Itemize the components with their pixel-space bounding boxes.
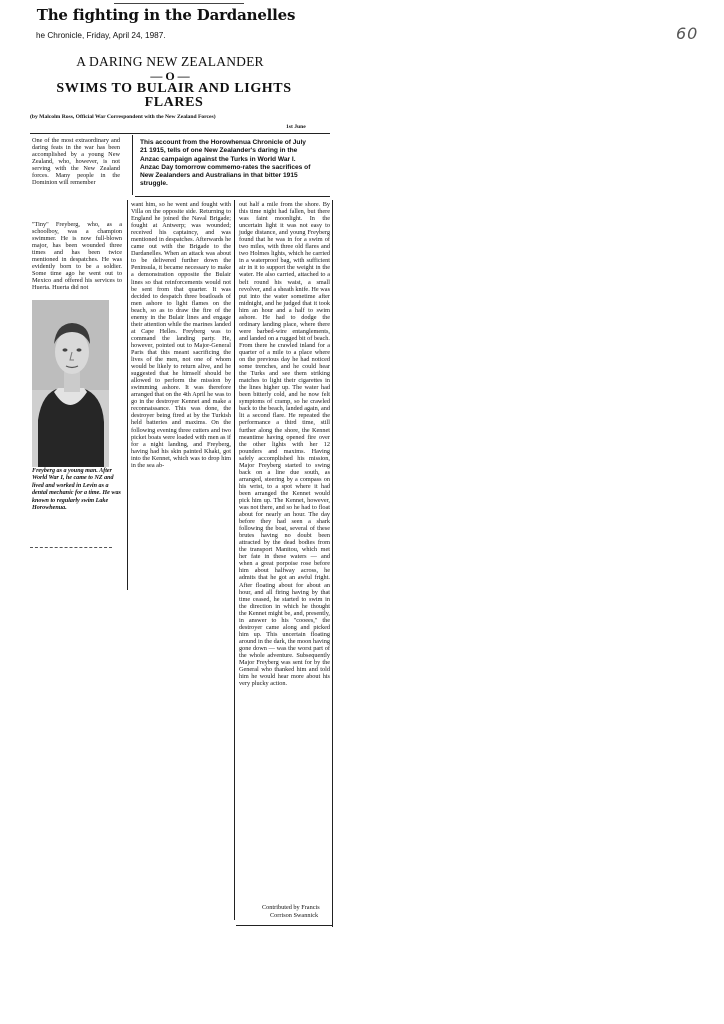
byline: (by Malcolm Ross, Official War Correspondent with the New Zealand Forces) [30, 114, 216, 120]
column-1-top-text: One of the most extraordinary and daring feats in the war has been accomplished by a young New Zealand, who, however, is not serving with the New Zealand forces. Many people in the Dominion will remember [32, 137, 120, 187]
headline-line-1: A DARING NEW ZEALANDER [76, 54, 264, 69]
headline-line-2: SWIMS TO BULAIR AND LIGHTS FLARES [56, 81, 292, 110]
article-end-rule [236, 925, 332, 926]
credit-line-2: Corrison Swannick [270, 912, 319, 919]
caption-divider [30, 547, 112, 548]
intro-paragraph: This account from the Horowhenua Chronicle of July 21 1915, tells of one New Zealander's daring in the Anzac campaign against the Turks in World War I. Anzac Day tomorrow commemo-rates the sacrifices of New Zealanders and Australians in that bitter 1915 struggle. [140, 139, 311, 188]
byline-rule [30, 133, 330, 134]
page-number: 60 [676, 24, 699, 43]
intro-left-rule [132, 135, 133, 195]
byline-date: 1st June [286, 124, 306, 130]
column-3-text: out half a mile from the shore. By this time night had fallen, but there was faint moonlight. In the uncertain light it was not easy to judge distance, and young Freyberg found that he was in for a swim of two miles, with three old flares and two Holmes lights, which he carried in a waterproof bag, with sufficient air in it to support the weight in the water. He also carried, attached to a belt round his waist, a small revolver, and a sheath knife. He was put into the water sometime after midnight, and he judged that it took him an hour and a half to swim ashore. He had to dodge the ordinary landing place, where there were barbed-wire entanglements, and landed on a rugged bit of beach. From there he crawled inland for a quarter of a mile to a place where on the previous day he had noticed some trenches, and he could hear the Turks and see them striking matches to light their cigarettes in the lines higher up. The water had been bitterly cold, and he now felt symptoms of cramp, so he crawled back to the beach, landed again, and lit a second flare. He repeated the performance a third time, still further along the shore, the Kennet meantime having opened fire over the other lights with her 12 pounders and maxims. Having safely accomplished his mission, Major Freyberg started to swing back on a line due south, as arranged, steering by a compass on his wrist, to a spot where it had been arranged the Kennet would pick him up. The Kennet, however, was not there, and so he had to float about for nearly an hour. The day before they had seen a shark following the boat, several of these brutes having no doubt been attracted by the dead bodies from the transport Manitou, which met her fate in these waters — and when a great porpoise rose before him about halfway across, he admits that he got an awful fright. After floating about for about an hour, and all firing having by that time ceased, he started to swim in the direction in which he thought the Kennet might be, and, presently, in answer to his "cooees," the destroyer came along and picked him up. This uncertain floating around in the dark, the moon having gone down — was the worst part of the whole adventure. Subsequently Major Freyberg was sent for by the General who thanked him and told him he would hear more about his very plucky action. [239, 201, 330, 688]
portrait-photo [32, 300, 109, 467]
freyberg-portrait-image [32, 300, 109, 467]
column-rule-3 [332, 200, 333, 927]
intro-bottom-rule [135, 196, 330, 197]
column-1-middle-text: "Tiny" Freyberg, who, as a schoolboy, was a champion swimmer. He is now full-blown major, has been wounded three times and has been twice mentioned in despatches. He was evidently born to be a soldier. Some time ago he went out to Mexico and offered his services to Huerta. Huerta did not [32, 221, 122, 292]
photo-caption: Freyberg as a young man. After World War I, he came to NZ and lived and worked in Levin as a dental mechanic for a time. He was known to regularly swim Lake Horowhenua. [32, 468, 121, 512]
newspaper-source-line: he Chronicle, Friday, April 24, 1987. [36, 31, 166, 40]
article-section-title: The fighting in the Dardanelles [36, 6, 296, 24]
credit-line-1: Contributed by Francis [262, 904, 320, 911]
column-rule-2 [234, 200, 235, 920]
header-rule [114, 3, 244, 4]
column-rule-1 [127, 200, 128, 590]
column-2-text: want him, so he went and fought with Villa on the opposite side. Returning to England he joined the Naval Brigade; fought at Antwerp; was wounded; received his captaincy, and was mentioned in despatches. Afterwards he came out with the Brigade to the Dardanelles. When an attack was about to be delivered further down the Peninsula, it became necessary to make a demonstration opposite the Bulair lines so that reinforcements would not be sent from that quarter. It was decided to despatch three boatloads of men ashore to light flames on the beach, so as to draw the fire of the enemy in the Bulair lines and engage their attention while the marines landed at Cape Helles. Freyberg was to command the landing party. He, however, pointed out to Major-General Paris that this meant sacrificing the lives of the men, not one of whom would be likely to return alive, and he suggested that he himself should be allowed to perform the mission by swimming ashore. It was therefore arranged that on the 4th April he was to go in the destroyer Kennet and make a reconnaissance. This was done, the destroyer being fired at by the Turkish held batteries and maxims. On the following evening three cutters and two picket boats were loaded with men as if for a night landing, and Freyberg, having had his skin painted Khaki, got into the Kennet, which was to drop him in the sea ab- [131, 201, 231, 469]
headline-separator: — O — [150, 69, 190, 83]
